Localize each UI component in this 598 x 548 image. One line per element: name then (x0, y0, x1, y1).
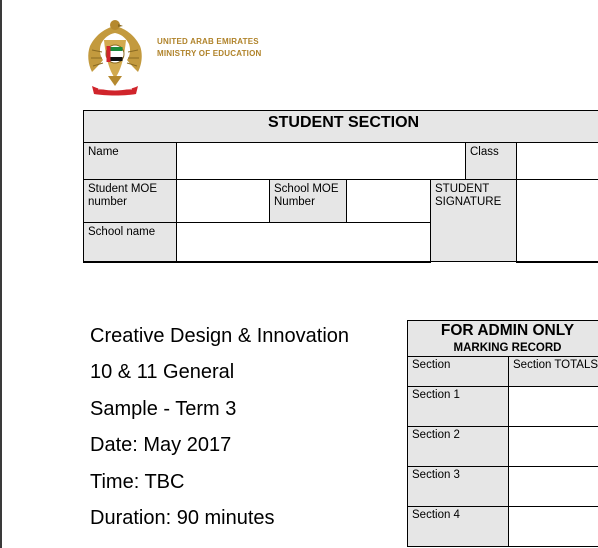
student-section-title: STUDENT SECTION (84, 111, 598, 143)
exam-time: Time: TBC (90, 470, 185, 493)
student-signature-label: STUDENT SIGNATURE (431, 180, 517, 262)
school-name-label: School name (84, 223, 177, 262)
section-1-label: Section 1 (408, 387, 509, 427)
school-moe-label: School MOE Number (270, 180, 347, 223)
org-line-1: UNITED ARAB EMIRATES (157, 37, 259, 46)
name-label: Name (84, 143, 177, 180)
exam-info (90, 318, 349, 536)
class-field[interactable] (517, 143, 598, 180)
exam-sample: Sample - Term 3 (90, 397, 237, 420)
admin-marking-table (407, 320, 598, 547)
class-label: Class (466, 143, 517, 180)
name-field[interactable] (177, 143, 466, 180)
section-1-total-field[interactable] (509, 387, 598, 427)
school-moe-field[interactable] (347, 180, 431, 223)
exam-duration: Duration: 90 minutes (90, 507, 275, 530)
admin-title: FOR ADMIN ONLY (408, 321, 598, 342)
section-4-total-field[interactable] (509, 507, 598, 547)
section-2-total-field[interactable] (509, 427, 598, 467)
uae-falcon-emblem-icon (84, 16, 146, 96)
signature-field[interactable] (517, 180, 598, 262)
section-3-total-field[interactable] (509, 467, 598, 507)
section-2-label: Section 2 (408, 427, 509, 467)
section-4-label: Section 4 (408, 507, 509, 547)
totals-column-header: Section TOTALS (509, 357, 598, 387)
student-moe-label: Student MOE number (84, 180, 177, 223)
exam-subject: Creative Design & Innovation (90, 325, 350, 347)
ministry-name (157, 36, 262, 60)
marking-record-title: MARKING RECORD (408, 341, 598, 357)
exam-date: Date: May 2017 (90, 434, 232, 457)
section-3-label: Section 3 (408, 467, 509, 507)
student-moe-field[interactable] (177, 180, 270, 223)
section-column-header: Section (408, 357, 509, 387)
school-name-field[interactable] (177, 223, 431, 262)
page-left-border (0, 0, 2, 548)
student-section-table (83, 110, 598, 263)
org-line-2: MINISTRY OF EDUCATION (157, 49, 262, 58)
exam-grade: 10 & 11 General (90, 361, 235, 384)
